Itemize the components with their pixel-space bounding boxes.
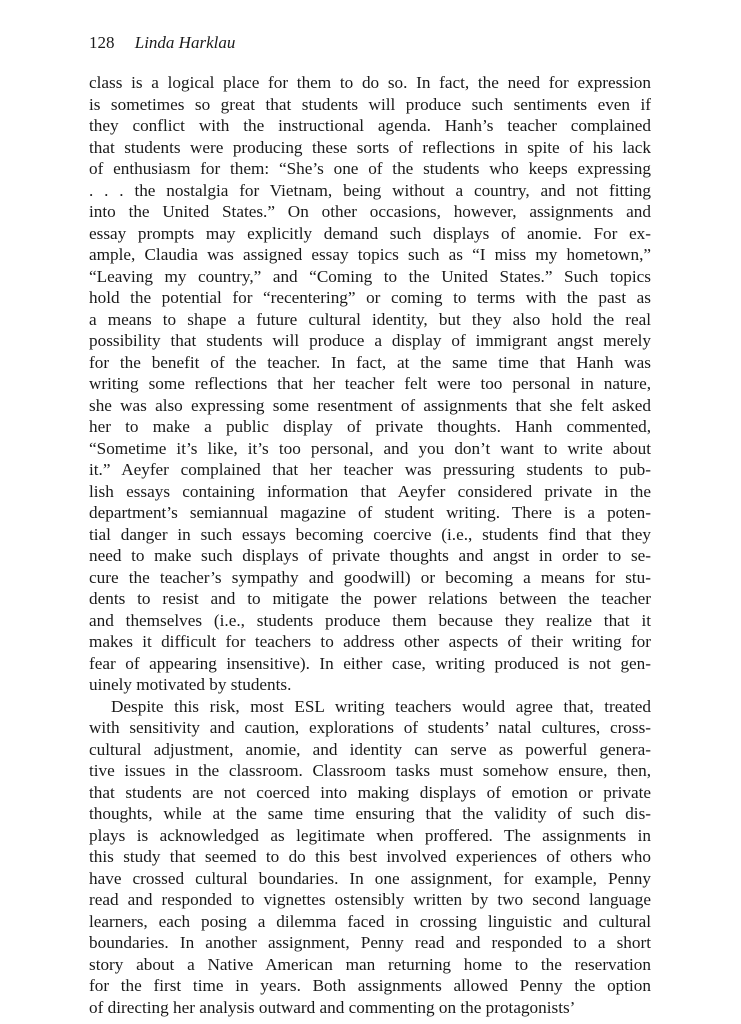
text-line: that students are not coerced into making displays of emotion or private <box>89 782 651 802</box>
text-line: plays is acknowledged as legitimate when proffered. The assignments in <box>89 825 651 845</box>
text-line: boundaries. In another assignment, Penny read and responded to a short <box>89 933 651 952</box>
text-line: “Sometime it’s like, it’s too personal, and you don’t want to write about <box>89 438 651 458</box>
body-text <box>89 72 651 1018</box>
text-line: of directing her analysis outward and commenting on the protagonists’ <box>89 997 576 1017</box>
text-line: . . . the nostalgia for Vietnam, being without a country, and not fitting <box>89 180 651 200</box>
text-line: learners, each posing a dilemma faced in crossing linguistic and cultural <box>89 911 651 931</box>
text-line: for the benefit of the teacher. In fact, at the same time that Hanh was <box>89 352 651 372</box>
paragraph <box>89 72 651 696</box>
text-line: writing some reflections that her teacher felt were too personal in nature, <box>89 374 651 393</box>
text-line: she was also expressing some resentment of assignments that she felt asked <box>89 395 651 415</box>
text-line: uinely motivated by students. <box>89 675 292 694</box>
text-line: have crossed cultural boundaries. In one assignment, for example, Penny <box>89 868 651 888</box>
text-line: essay prompts may explicitly demand such displays of anomie. For ex- <box>89 223 651 243</box>
running-head <box>89 32 235 54</box>
text-line: a means to shape a future cultural identity, but they also hold the real <box>89 309 651 329</box>
text-line: they conflict with the instructional agenda. Hanh’s teacher complained <box>89 116 651 135</box>
text-line: into the United States.” On other occasions, however, assignments and <box>89 202 651 221</box>
text-line: Despite this risk, most ESL writing teachers would agree that, treated <box>111 696 651 716</box>
text-line: is sometimes so great that students will produce such sentiments even if <box>89 94 651 114</box>
text-line: story about a Native American man returning home to the reservation <box>89 954 651 974</box>
text-line: dents to resist and to mitigate the power relations between the teacher <box>89 589 651 608</box>
text-line: read and responded to vignettes ostensibly written by two second language <box>89 890 651 909</box>
text-line: need to make such displays of private thoughts and angst in order to se- <box>89 546 651 565</box>
text-line: “Leaving my country,” and “Coming to the United States.” Such topics <box>89 266 651 286</box>
running-head-author: Linda Harklau <box>134 33 236 52</box>
text-line: this study that seemed to do this best involved experiences of others who <box>89 847 651 866</box>
text-line: class is a logical place for them to do so. In fact, the need for expression <box>89 73 651 92</box>
text-line: and themselves (i.e., students produce them because they realize that it <box>89 610 651 630</box>
text-line: tial danger in such essays becoming coercive (i.e., students find that they <box>89 524 651 544</box>
text-line: that students were producing these sorts of reflections in spite of his lack <box>89 137 651 157</box>
text-line: it.” Aeyfer complained that her teacher was pressuring students to pub- <box>89 460 651 479</box>
text-line: thoughts, while at the same time ensuring that the validity of such dis- <box>89 804 651 823</box>
text-line: fear of appearing insensitive). In either case, writing produced is not gen- <box>89 653 651 673</box>
text-line: cultural adjustment, anomie, and identity can serve as powerful genera- <box>89 739 651 759</box>
text-line: hold the potential for “recentering” or coming to terms with the past as <box>89 288 651 307</box>
text-line: makes it difficult for teachers to address other aspects of their writing for <box>89 632 651 651</box>
text-line: department’s semiannual magazine of student writing. There is a poten- <box>89 503 651 522</box>
paragraph <box>89 696 651 1019</box>
text-line: ample, Claudia was assigned essay topics such as “I miss my hometown,” <box>89 245 651 264</box>
text-line: with sensitivity and caution, explorations of students’ natal cultures, cross- <box>89 718 651 737</box>
page-number: 128 <box>89 33 115 52</box>
text-line: possibility that students will produce a display of immigrant angst merely <box>89 331 651 350</box>
text-line: for the first time in years. Both assignments allowed Penny the option <box>89 976 651 995</box>
text-line: tive issues in the classroom. Classroom tasks must somehow ensure, then, <box>89 761 651 780</box>
text-line: her to make a public display of private thoughts. Hanh commented, <box>89 417 651 436</box>
text-line: lish essays containing information that Aeyfer considered private in the <box>89 481 651 501</box>
text-line: cure the teacher’s sympathy and goodwill) or becoming a means for stu- <box>89 567 651 587</box>
text-line: of enthusiasm for them: “She’s one of the students who keeps expressing <box>89 159 651 178</box>
